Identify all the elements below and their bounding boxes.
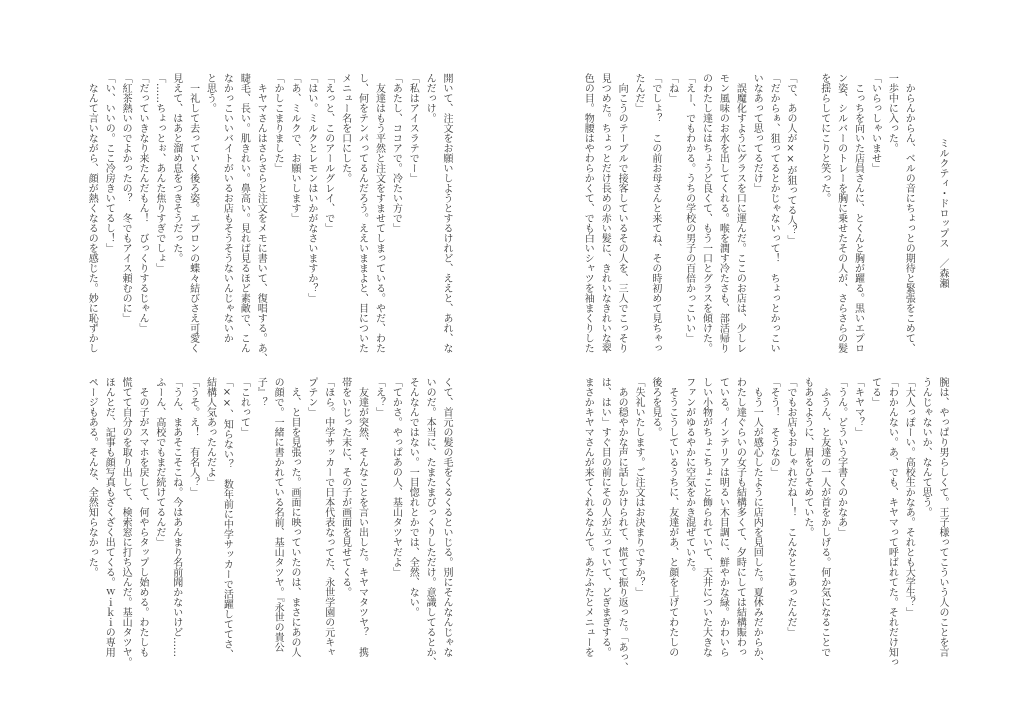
- text-column: キヤマさんはさらさらと注文をメモに書いて、復唱する。あ、: [255, 73, 267, 363]
- text-column: 睫毛、長い。肌きれい。鼻高い。見れば見るほど素敵で、こん: [238, 73, 250, 353]
- text-column: 「そう！ そうなの」: [768, 377, 780, 477]
- text-column: もう一人が感心したように店内を見回した。夏休みだからか、: [751, 377, 763, 667]
- text-column: なんて言いながら、顔が熱くなるのを感じた。妙に恥ずかし: [86, 73, 98, 353]
- text-column: うんじゃないか、なんて思う。: [920, 377, 932, 517]
- text-column: 「で、あの人が××が狙ってる人？」: [784, 73, 796, 245]
- text-column: ほんとだ、記事も顔写真もざくざく出てくる。ｗｉｋｉの専用: [103, 377, 115, 657]
- text-column: 「うん、まあそこそこね。今はあんまり名前聞かないけど……: [170, 377, 182, 657]
- scene-break-blank-column: [798, 73, 815, 355]
- text-column: の顔で。一緒に書かれている名前、基山タツヤ。『永世の貴公: [272, 377, 284, 652]
- text-column: 「えー、でもわかる。うちの学校の男子の百倍かっこいい」: [683, 73, 695, 343]
- text-column: ふうん、と友達の一人が首をかしげる。何か気になることで: [818, 377, 830, 657]
- text-column: 「これって」: [238, 377, 250, 437]
- text-column: 「でもお店もおしゃれだねー！ こんなとこあったんだ」: [784, 377, 796, 637]
- text-column: その子がスマホを戻して、何やらタップし始める。わたしも: [136, 377, 148, 657]
- text-column: モン風味のお水を出してくれる。喉を潤す冷たさも、部活帰り: [717, 73, 729, 353]
- text-column: 「ね」: [666, 73, 678, 103]
- text-column: てる」: [869, 377, 881, 407]
- text-column: いのだ。本当に、たまたまびっくりしただけ。意識してるとか、: [424, 377, 436, 667]
- text-column: ン姿、シルバーのトレーを胸に乗せたその人が、さらさらの髪: [835, 73, 847, 353]
- text-column: 慌てて自分のを取り出して、検索窓に打ち込んだ。基山タツヤ。: [120, 377, 132, 667]
- text-column: 開いて、注文をお願いしようとするけれど、ええと、あれ、な: [441, 73, 452, 353]
- text-column: あの穏やかな声に話しかけられて、慌てて振り返った。「あっ、: [616, 377, 628, 672]
- text-column: 「だっていきなり来たんだもん！ びっくりするじゃん」: [136, 73, 148, 333]
- text-column: 「あたし、ココアで。冷たい方で」: [390, 73, 402, 233]
- text-column: し、何をテンパってるんだろう。ええいままよと、目についた: [356, 73, 368, 353]
- text-column: 「失礼いたします。ご注文はお決まりですか？」: [632, 377, 644, 597]
- text-column: ページもある。そんな、全然知らなかった。: [86, 377, 98, 577]
- text-column: 腕は、やっぱり男らしくて。王子様ってこういう人のことを言: [937, 377, 948, 657]
- text-column: いなあって思ってるだけ」: [751, 73, 763, 193]
- text-column: んだっけ。: [424, 73, 436, 123]
- text-column: と思う。: [204, 73, 216, 113]
- text-column: 「うん。どういう字書くのかなあ」: [835, 377, 847, 537]
- text-column: 「××、知らない？ 数年前に中学サッカーで活躍しててさ、: [221, 377, 233, 659]
- text-column: 色の目。物腰はやわらかくて、でも白いシャツを袖まくりした: [582, 73, 594, 353]
- text-column: プテン」: [305, 377, 317, 417]
- text-column: なかっこいいバイトがいるお店もそうそうないんじゃないか: [221, 73, 233, 343]
- text-column: 後ろを見る。: [649, 377, 661, 437]
- text-column: え、と目を見張った。画面に映っていたのは、まさにあの人: [288, 377, 300, 657]
- left-page-bottom-tier: [82, 377, 454, 667]
- text-column: 結構人気あったんだよ」: [204, 377, 216, 487]
- text-column: こっちを向いた店員さんに、とくんと胸が躍る。黒いエプロ: [852, 73, 864, 353]
- text-column: 「わかんない。あ、でも、キヤマって呼ばれてた。それだけ知っ: [886, 377, 898, 667]
- text-column: 一礼して去っていく後ろ姿。エプロンの蝶々結びさえ可愛く: [187, 73, 199, 353]
- story-title: ミルクティ・ドロップス: [937, 138, 948, 248]
- text-column: 見えて、はあと溜め息をつきそうだった。: [170, 73, 182, 263]
- text-column: 「かしこまりました」: [272, 73, 284, 173]
- text-column: くて、首元の髪の毛をくるくるといじる。別にそんなんじゃな: [441, 377, 452, 657]
- text-column: たんだ」: [632, 73, 644, 113]
- right-page-top-tier: [578, 73, 950, 355]
- text-column: しい小物がちょこちょこと飾られていて、天井についた大きな: [700, 377, 712, 657]
- text-column: そんなんではない。一目惚れとかでは、全然、ない。: [407, 377, 419, 617]
- text-column: 「だからぁ、狙ってるとかじゃないって！ ちょっとかっこい: [768, 73, 780, 353]
- text-column: 「い、いいの。ここ冷房きいてるし！」: [103, 73, 115, 253]
- text-column: のわたし達にはちょうど良くて、もう一口とグラスを傾けた。: [700, 73, 712, 353]
- text-column: そうこうしているうちに、友達があ、と顔を上げてわたしの: [666, 377, 678, 657]
- text-column: 「うそ。え！ 有名人？」: [187, 377, 199, 497]
- text-column: 「えっと、このアールグレイ、で」: [322, 73, 334, 233]
- text-column: ファンがゆるやかに空気をかき混ぜていた。: [683, 377, 695, 577]
- text-column: 「え？」: [373, 377, 385, 417]
- text-column: 「いらっしゃいませ」: [869, 73, 881, 173]
- text-column: 「……ちょっとぉ、あんた焦りすぎでしょ」: [153, 73, 165, 273]
- text-column: 子』？: [255, 377, 267, 407]
- text-column: もあるように、眉をひそめていた。: [801, 377, 813, 537]
- text-column: まさかキヤマさんが来てくれるなんて。あたふたとメニューを: [582, 377, 594, 657]
- text-column: 見つめた。ちょっとだけ長めの赤い髪に、きれいなきれいな翠: [599, 73, 611, 353]
- text-column: 「キヤマ？」: [852, 377, 864, 437]
- text-column: 「あ、ミルクで、お願いします」: [288, 73, 300, 223]
- text-column: メニュー名を口にした。: [339, 73, 351, 183]
- text-column: は、はい」すぐ目の前にその人が立っていて、どぎまぎする。: [599, 377, 611, 657]
- text-column: 誤魔化すようにグラスを口に運んだ。ここのお店は、少しレ: [734, 73, 746, 353]
- text-column: わたし達ぐらいの女子も結構多くて、夕時にしては結構賑わっ: [734, 377, 746, 657]
- text-column: 「はい。ミルクとレモンはいかがなさいますか？」: [305, 73, 317, 303]
- blank-column: [916, 73, 933, 355]
- text-column: からんからん、ベルの音にちょっとの期待と緊張をこめて、: [903, 73, 915, 353]
- text-column: を揺らしてにこりと笑った。: [818, 73, 830, 203]
- text-column: 「てかさ。やっぱあの人、基山タツヤだよ」: [390, 377, 402, 577]
- text-column: 「ほら。中学サッカーで日本代表なってた、永世学園の元キャ: [322, 377, 334, 657]
- text-column: 向こうのテーブルで接客しているその人を、三人でこっそり: [616, 73, 628, 353]
- text-column: 「紅茶熱いのでよかったの？ 冬でもアイス頼むのに」: [120, 73, 132, 323]
- text-column: 「私はアイスラテでー」: [407, 73, 419, 183]
- left-page-top-tier: [82, 73, 454, 363]
- text-column: 帯をいじった末に、その子が画面を見せてくる。: [339, 377, 351, 597]
- text-column: 友達はもう平然と注文をすませてしまっている。やだ、わた: [373, 73, 385, 353]
- author-name: ／森瀬: [937, 258, 948, 288]
- right-page-bottom-tier: [578, 377, 950, 672]
- story-title-column: [933, 73, 950, 355]
- text-column: 「大人っぽーい。高校生かなあ。それとも大学生？」: [903, 377, 915, 617]
- text-column: ふーん、高校でもまだ続けてるんだ」: [153, 377, 165, 547]
- text-column: ている。インテリアは明るい木目調に、鮮やかな緑。かわいら: [717, 377, 729, 657]
- text-column: 一歩中に入った。: [886, 73, 898, 153]
- text-column: 友達が突然、そんなことを言い出した。キヤマタツヤ？ 携: [356, 377, 368, 657]
- text-column: 「でしょ？ この前お母さんと来てね、その時初めて見ちゃっ: [649, 73, 661, 353]
